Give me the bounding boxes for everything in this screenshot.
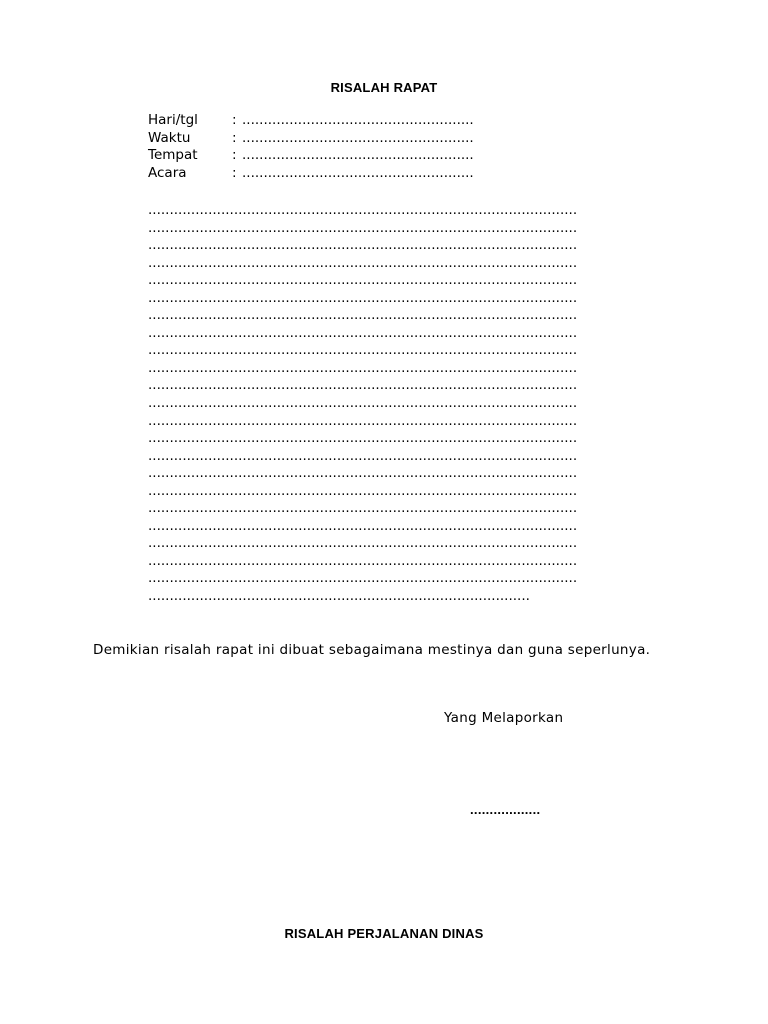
body-line: .................................................................................................... [148, 307, 578, 324]
body-line: .................................................................................................... [148, 237, 578, 254]
field-value-blank: ...................................................... [242, 164, 474, 181]
body-line: ......................................................................................... [148, 588, 530, 605]
body-line: .................................................................................................... [148, 272, 578, 289]
field-value-blank: ...................................................... [242, 129, 474, 146]
body-line: .................................................................................................... [148, 430, 578, 447]
field-row-hari-tgl [148, 112, 474, 130]
field-label: Tempat [148, 147, 198, 163]
field-row-tempat [148, 147, 474, 165]
field-label: Hari/tgl [148, 112, 198, 128]
signer-label: Yang Melaporkan [444, 710, 564, 726]
body-line: .................................................................................................... [148, 359, 578, 376]
field-separator: : [232, 164, 237, 181]
closing-paragraph: Demikian risalah rapat ini dibuat sebagaimana mestinya dan guna seperlunya. [93, 642, 651, 658]
document-title: RISALAH RAPAT [330, 80, 438, 95]
body-line: .................................................................................................... [148, 377, 578, 394]
body-line: .................................................................................................... [148, 342, 578, 359]
field-value-blank: ...................................................... [242, 147, 474, 163]
body-line: .................................................................................................... [148, 535, 578, 552]
body-line: .................................................................................................... [148, 570, 578, 587]
body-line: .................................................................................................... [148, 395, 578, 412]
signature-placeholder: .................. [470, 802, 541, 817]
body-line: .................................................................................................... [148, 517, 578, 534]
header-fields [148, 112, 474, 182]
body-line: .................................................................................................... [148, 412, 578, 429]
body-line: .................................................................................................... [148, 465, 578, 482]
body-line: .................................................................................................... [148, 254, 578, 271]
field-separator: : [232, 147, 237, 163]
next-section-title: RISALAH PERJALANAN DINAS [284, 926, 484, 941]
body-line: .................................................................................................... [148, 552, 578, 569]
body-line: .................................................................................................... [148, 447, 578, 464]
field-label: Acara [148, 164, 187, 181]
field-row-acara [148, 165, 474, 183]
field-separator: : [232, 129, 237, 146]
body-line: .................................................................................................... [148, 219, 578, 236]
body-line: .................................................................................................... [148, 324, 578, 341]
field-value-blank: ...................................................... [242, 112, 474, 128]
field-row-waktu [148, 130, 474, 148]
body-line: .................................................................................................... [148, 500, 578, 517]
field-separator: : [232, 112, 237, 128]
body-line: .................................................................................................... [148, 482, 578, 499]
body-line: .................................................................................................... [148, 202, 578, 218]
body-line: .................................................................................................... [148, 289, 578, 306]
field-label: Waktu [148, 129, 191, 146]
minutes-body-lines [148, 202, 678, 606]
